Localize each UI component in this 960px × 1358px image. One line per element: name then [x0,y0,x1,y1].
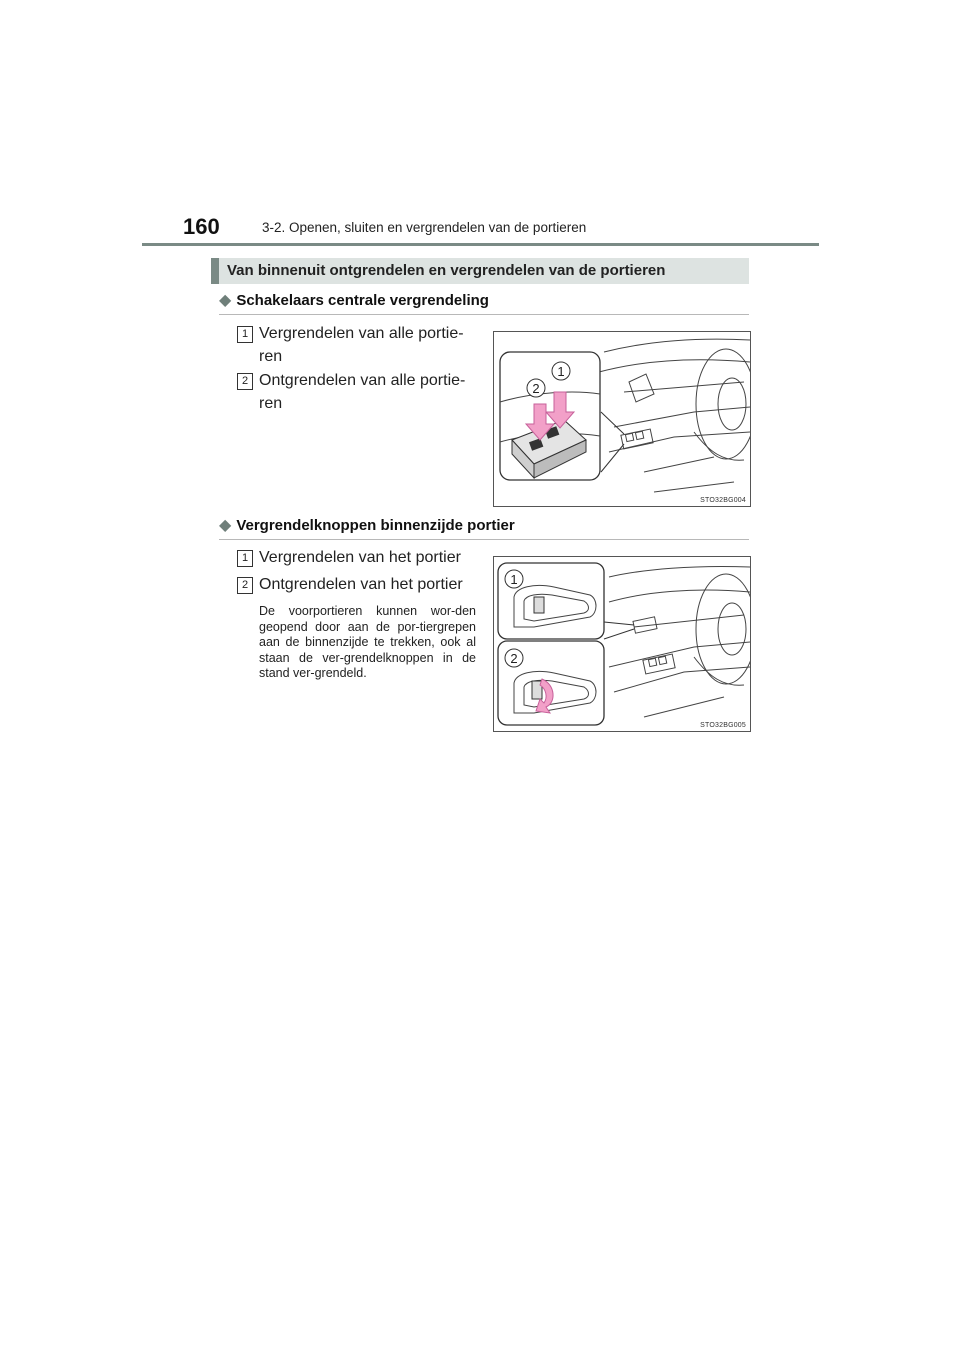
subsection-heading-door-lock-knobs [219,515,515,535]
subsection-title: Vergrendelknoppen binnenzijde portier [236,517,515,534]
callout-number: 1 [510,572,518,587]
callout-number: 2 [532,381,540,396]
list-item [259,369,465,415]
callout-number: 2 [510,651,518,666]
item-number-badge: 2 [237,577,253,594]
callout-number: 1 [557,364,565,379]
header-rule [142,243,819,246]
section-banner [211,258,749,284]
list-item-text: ren [259,348,283,365]
list-item: Vergrendelen van het portier [259,549,461,566]
item-number-badge: 2 [237,373,253,390]
list-item-text: Vergrendelen van alle portie- [259,325,464,342]
figure-lock-switches [493,331,751,507]
page-number: 160 [183,214,220,239]
list-item-text: Ontgrendelen van alle portie- [259,372,466,389]
chapter-title: 3-2. Openen, sluiten en vergrendelen van de portieren [262,220,587,235]
section-banner-bar [211,258,219,284]
figure-code: STO32BG005 [700,722,746,729]
car-interior-illustration [494,332,750,506]
diamond-icon: ◆ [219,292,232,309]
subsection-rule [219,314,749,315]
list-item [259,322,464,368]
item-number-badge: 1 [237,326,253,343]
section-title: Van binnenuit ontgrendelen en vergrendelen van de portieren [227,262,666,279]
diamond-icon: ◆ [219,517,232,534]
list-item-text: ren [259,395,283,412]
subsection-title: Schakelaars centrale vergrendeling [236,292,489,309]
item-number-badge: 1 [237,550,253,567]
door-handle-illustration [494,557,750,731]
subsection-rule [219,539,749,540]
figure-door-lock-knobs [493,556,751,732]
subsection-heading-central-locking [219,290,489,310]
list-item: Ontgrendelen van het portier [259,576,463,593]
figure-code: STO32BG004 [700,497,746,504]
note-text: De voorportieren kunnen wor-den geopend door aan de por-tiergrepen aan de binnenzijde te trekken, ook al staan de ver-grendelknoppen in de stand ver-grendeld. [259,604,476,680]
